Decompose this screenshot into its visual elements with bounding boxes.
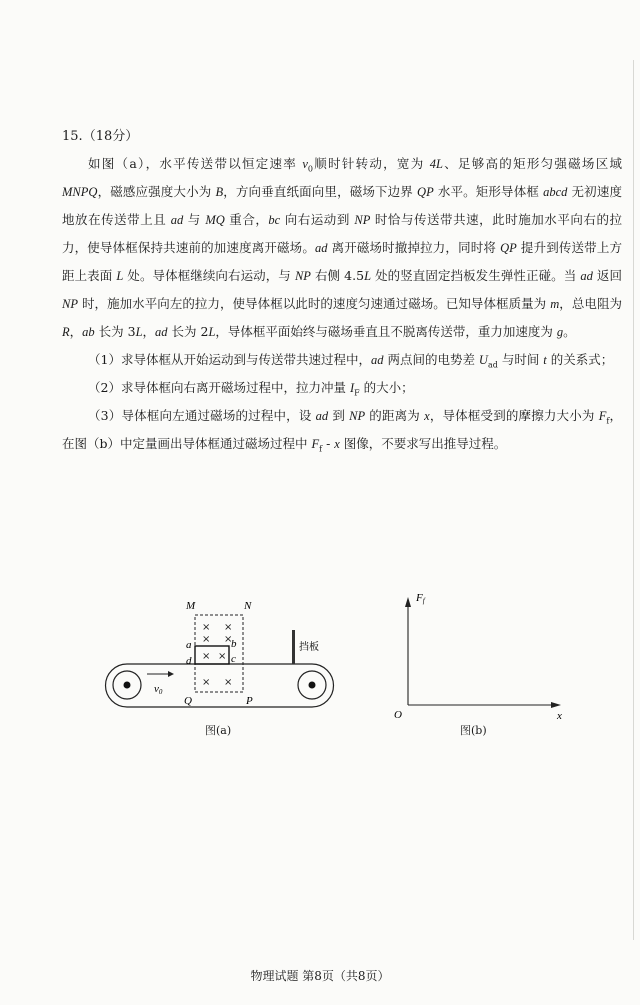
text-run: 图像，不要求写出推导过程。	[339, 436, 507, 451]
text-run: 时恰与传送带共速，此时施加水平向右的拉力，使导体框保持共速前的加速度离开磁场。	[62, 212, 622, 255]
field-mark: ×	[224, 622, 233, 633]
text-run: 的关系式；	[546, 352, 614, 367]
sub-question-1	[62, 346, 622, 374]
math-subscript: f	[319, 444, 323, 454]
math-variable: ad	[580, 269, 593, 283]
text-run: （2）求导体框向右离开磁场过程中，拉力冲量	[88, 380, 350, 395]
label-c: c	[231, 653, 236, 665]
text-run: 处的竖直固定挡板发生弹性正碰。当	[371, 268, 581, 283]
label-N: N	[244, 600, 252, 612]
math-variable: ab	[82, 325, 95, 339]
math-variable: x	[334, 437, 340, 451]
text-run: ，磁感应强度大小为	[97, 184, 216, 199]
origin-label: O	[394, 709, 402, 720]
math-variable: x	[424, 409, 430, 423]
math-variable: I	[349, 381, 355, 395]
label-v0: v0	[154, 683, 163, 696]
text-run: 顺时针转动，宽为	[313, 156, 430, 171]
page-edge-line	[633, 60, 634, 940]
math-variable: L	[135, 325, 143, 339]
text-run: 返回	[592, 268, 622, 283]
field-mark: ×	[202, 622, 211, 633]
velocity-arrow-head	[168, 671, 174, 677]
label-a: a	[186, 639, 192, 651]
text-run: 水平。矩形导体框	[433, 184, 544, 199]
math-variable: m	[550, 297, 560, 311]
text-run: 、足够高的矩形匀强磁场区域	[442, 156, 622, 171]
field-mark: ×	[202, 677, 211, 688]
text-run: ，总电阻为	[559, 296, 622, 311]
math-variable: 4L	[429, 157, 443, 171]
text-run: 提升到传送带上方距上表面	[62, 240, 622, 283]
math-variable: QP	[500, 241, 517, 255]
math-subscript: f	[606, 416, 610, 426]
label-d: d	[186, 655, 192, 667]
math-variable: ad	[370, 353, 384, 367]
text-run: ，	[142, 324, 156, 339]
x-axis-arrow	[551, 702, 561, 708]
text-run: 与	[183, 212, 206, 227]
text-run: 无初速度地放在传送带上且	[62, 184, 622, 227]
math-variable: R	[62, 325, 70, 339]
math-variable: ad	[170, 213, 184, 227]
text-run: ，导体框平面始终与磁场垂直且不脱离传送带，重力加速度为	[215, 324, 557, 339]
y-axis-arrow	[405, 597, 411, 607]
text-run: 长为 3	[94, 324, 136, 339]
math-subscript: F	[354, 388, 360, 398]
field-mark: ×	[202, 634, 211, 645]
label-M: M	[186, 600, 196, 612]
right-roller-axle	[309, 682, 316, 689]
text-run: 长为 2	[167, 324, 209, 339]
text-run: -	[322, 436, 335, 451]
math-variable: ad	[155, 325, 168, 339]
text-run: 如图（a），水平传送带以恒定速率	[88, 156, 303, 171]
text-run: ，导体框受到的摩擦力大小为	[429, 408, 599, 423]
y-axis-label: Ff	[416, 592, 425, 605]
text-run: ，	[69, 324, 83, 339]
text-run: 两点间的电势差	[383, 352, 479, 367]
math-variable: L	[208, 325, 216, 339]
text-run: 。	[563, 324, 576, 339]
math-variable: B	[215, 185, 224, 199]
label-P: P	[246, 695, 253, 707]
text-run: 的距离为	[365, 408, 425, 423]
text-run: 离开磁场时撤掉拉力，同时将	[327, 240, 501, 255]
question-stem	[62, 150, 622, 346]
text-run: 与时间	[497, 352, 544, 367]
question-score: （18分）	[82, 129, 139, 144]
field-mark: ×	[218, 651, 227, 662]
text-run: 到	[328, 408, 350, 423]
left-roller-axle	[124, 682, 131, 689]
question-number: 15.	[62, 129, 83, 144]
sub-question-2	[62, 374, 622, 402]
text-run: ，在图（b）中定量画出导体框通过磁场过程中	[62, 408, 622, 451]
text-run: （3）导体框向左通过磁场的过程中，设	[88, 408, 316, 423]
text-run: （1）求导体框从开始运动到与传送带共速过程中，	[88, 352, 371, 367]
math-variable: v	[302, 157, 308, 171]
math-variable: L	[364, 269, 372, 283]
text-run: 处。导体框继续向右运动，与	[123, 268, 295, 283]
math-variable: L	[116, 269, 124, 283]
question-body	[62, 150, 622, 458]
text-run: 的大小；	[359, 380, 414, 395]
field-marks	[202, 622, 232, 688]
math-variable: MNPQ	[62, 185, 98, 199]
text-run: 时，施加水平向左的拉力，使导体框以此时的速度匀速通过磁场。已知导体框质量为	[77, 296, 551, 311]
figure-a-diagram	[100, 592, 340, 722]
field-mark: ×	[224, 677, 233, 688]
math-variable: NP	[294, 269, 311, 283]
label-b: b	[231, 638, 237, 650]
math-variable: F	[598, 409, 607, 423]
math-subscript: 0	[307, 164, 313, 174]
sub-question-3	[62, 402, 622, 458]
math-variable: QP	[417, 185, 434, 199]
text-run: 右侧 4.5	[310, 268, 365, 283]
math-variable: NP	[62, 297, 78, 311]
field-mark: ×	[202, 651, 211, 662]
figure-a-caption: 图(a)	[205, 724, 232, 737]
x-axis-label: x	[557, 710, 562, 720]
question-header	[62, 128, 138, 146]
math-variable: ad	[314, 241, 328, 255]
page-footer: 物理试题 第8页（共8页）	[250, 969, 390, 983]
math-variable: g	[556, 325, 564, 339]
figure-b-caption: 图(b)	[460, 724, 487, 737]
text-run: 向右运动到	[280, 212, 355, 227]
math-variable: NP	[354, 213, 371, 227]
baffle	[292, 630, 295, 664]
label-Q: Q	[184, 695, 192, 707]
math-subscript: ad	[487, 360, 498, 370]
math-variable: U	[478, 353, 488, 367]
figure-b-axes	[385, 585, 585, 720]
math-variable: NP	[349, 409, 366, 423]
baffle-label: 挡板	[299, 642, 319, 653]
text-run: ，方向垂直纸面向里，磁场下边界	[223, 184, 418, 199]
math-variable: abcd	[543, 185, 568, 199]
math-variable: bc	[268, 213, 281, 227]
text-run: 重合，	[224, 212, 269, 227]
math-variable: F	[311, 437, 320, 451]
math-variable: MQ	[205, 213, 225, 227]
math-variable: ad	[315, 409, 329, 423]
math-variable: t	[543, 353, 547, 367]
field-mark: ×	[224, 634, 233, 645]
